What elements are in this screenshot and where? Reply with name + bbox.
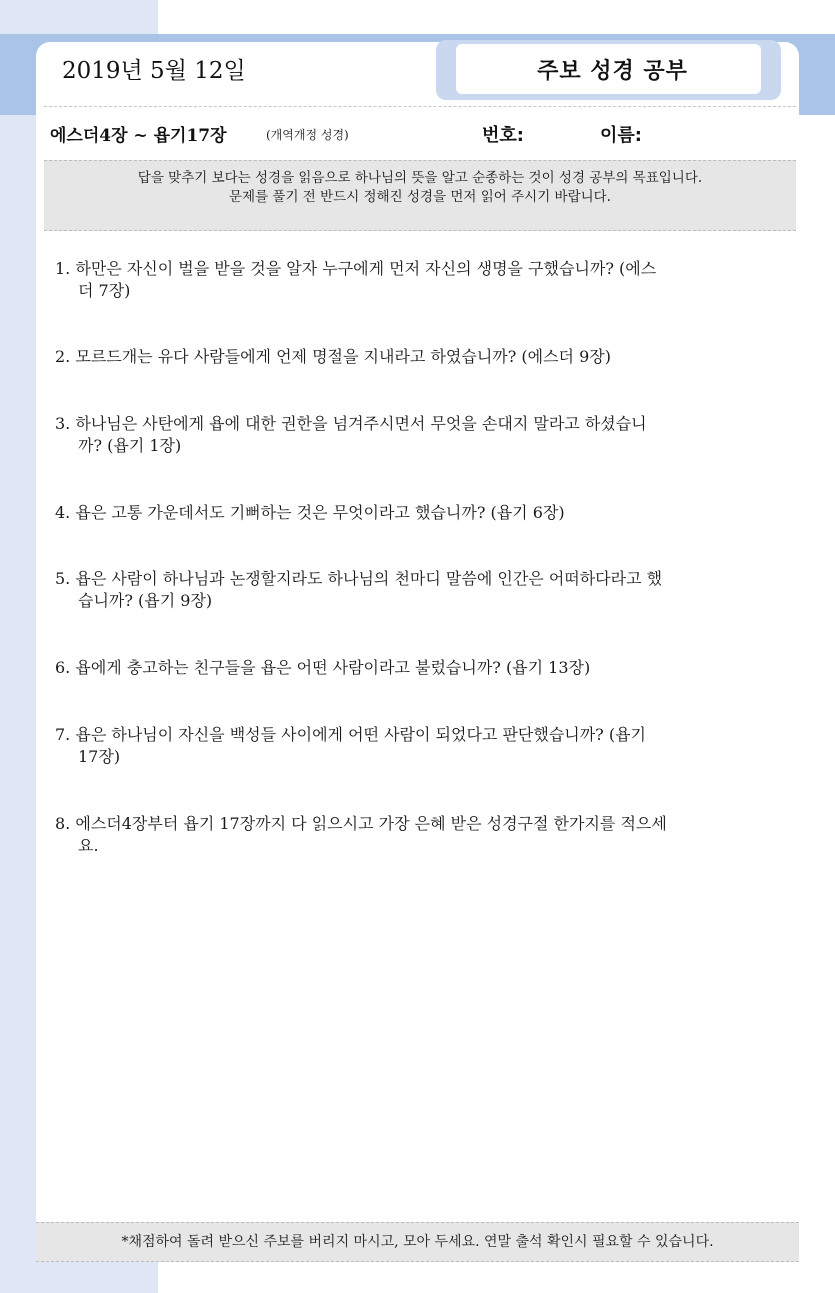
instruction-line: 답을 맞추기 보다는 성경을 읽음으로 하나님의 뜻을 알고 순종하는 것이 성경 공부의 목표입니다. bbox=[137, 170, 703, 186]
number-label: 번호: bbox=[482, 125, 524, 146]
question-item bbox=[55, 502, 780, 524]
question-number: 4. bbox=[55, 503, 71, 522]
question-text: 욥은 고통 가운데서도 기뻐하는 것은 무엇이라고 했습니까? (욥기 6장) bbox=[75, 503, 565, 522]
question-number: 1. bbox=[55, 259, 71, 278]
question-number: 8. bbox=[55, 814, 71, 833]
question-number: 7. bbox=[55, 725, 71, 744]
question-text: 욥은 하나님이 자신을 백성들 사이에게 어떤 사람이 되었다고 판단했습니까? (욥기 bbox=[75, 725, 647, 744]
question-item bbox=[55, 568, 780, 612]
question-text: 에스더4장부터 욥기 17장까지 다 읽으시고 가장 은혜 받은 성경구절 한가지를 적으세 bbox=[75, 814, 667, 833]
instructions-box bbox=[44, 160, 796, 231]
question-item bbox=[55, 724, 780, 768]
instruction-line: 문제를 풀기 전 반드시 정해진 성경을 먼저 읽어 주시기 바랍니다. bbox=[229, 189, 611, 205]
worksheet-date: 2019년 5월 12일 bbox=[62, 58, 246, 84]
reading-scope: 에스더4장 ~ 욥기17장 bbox=[50, 126, 227, 146]
question-item bbox=[55, 813, 780, 857]
question-number: 2. bbox=[55, 347, 71, 366]
worksheet-title: 주보 성경 공부 bbox=[537, 58, 688, 84]
title-tab bbox=[456, 44, 761, 94]
question-text: 하나님은 사탄에게 욥에 대한 권한을 넘겨주시면서 무엇을 손대지 말라고 하셨습니 bbox=[75, 414, 647, 433]
question-number: 6. bbox=[55, 658, 71, 677]
question-text: 욥에게 충고하는 친구들을 욥은 어떤 사람이라고 불렀습니까? (욥기 13장) bbox=[75, 658, 591, 677]
question-item bbox=[55, 413, 780, 457]
question-number: 3. bbox=[55, 414, 71, 433]
footer-note: *채점하여 돌려 받으신 주보를 버리지 마시고, 모아 두세요. 연말 출석 확인시 필요할 수 있습니다. bbox=[36, 1222, 799, 1262]
question-item bbox=[55, 258, 780, 302]
question-text: 모르드개는 유다 사람들에게 언제 명절을 지내라고 하였습니까? (에스더 9장) bbox=[75, 347, 611, 366]
question-text: 욥은 사람이 하나님과 논쟁할지라도 하나님의 천마디 말씀에 인간은 어떠하다라고 했 bbox=[75, 569, 663, 588]
question-text-continued: 더 7장) bbox=[78, 281, 131, 300]
question-text-continued: 까? (욥기 1장) bbox=[78, 436, 182, 455]
question-text-continued: 17장) bbox=[78, 747, 121, 766]
question-item bbox=[55, 657, 780, 679]
question-text: 하만은 자신이 벌을 받을 것을 알자 누구에게 먼저 자신의 생명을 구했습니까? (에스 bbox=[75, 259, 657, 278]
name-label: 이름: bbox=[600, 125, 642, 146]
question-text-continued: 습니까? (욥기 9장) bbox=[78, 591, 213, 610]
bible-version-note: (개역개정 성경) bbox=[266, 128, 349, 142]
question-item bbox=[55, 346, 780, 368]
question-number: 5. bbox=[55, 569, 71, 588]
question-text-continued: 요. bbox=[78, 836, 99, 855]
